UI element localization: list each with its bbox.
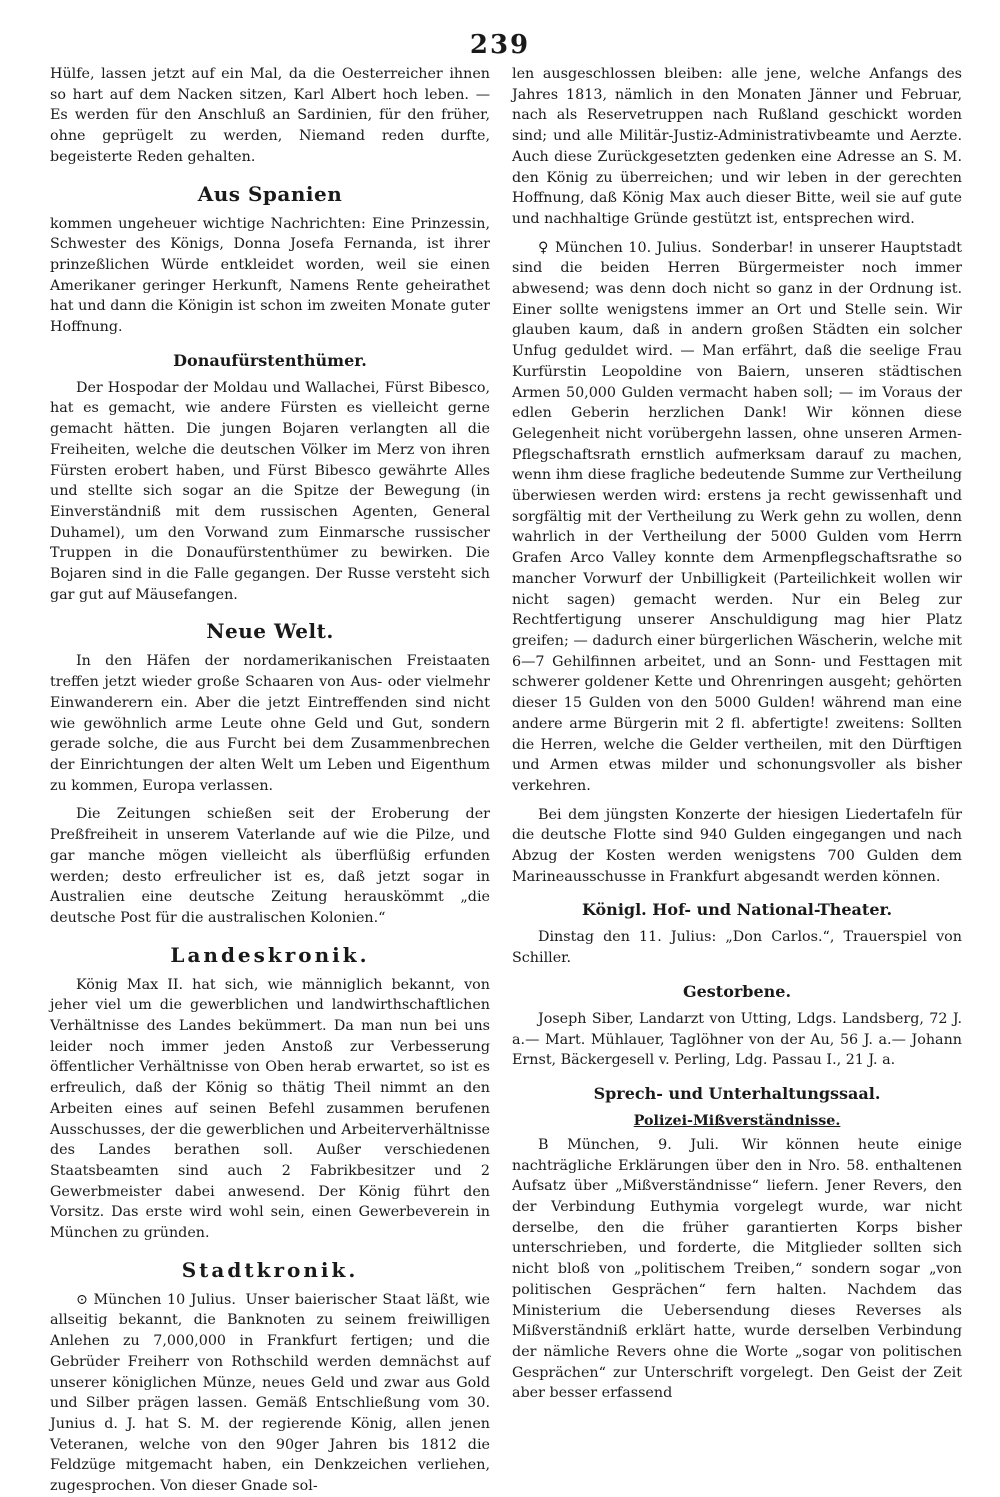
stadtkronik-text: Unser baierischer Staat läßt, wie allseitig bekannt, die Banknoten zu seinem freiwilligen Anlehen zu 7,000,000 in Frankfurt fertigen; und die Gebrüder Freiherr von Rothschild werden demnächst auf unserer königlichen Münze, neues Geld und zwar aus Gold und Silber prägen lassen. Gemäß Entschließung vom 30. Junius d. J. hat S. M. der regierende König, allen jenen Veteranen, welche von den 90ger Jahren bis 1812 die Feldzüge mitgemacht haben, ein Denkzeichen verliehen, zugesprochen. Von dieser Gnade sol- <box>50 1291 490 1495</box>
heading-theater: Königl. Hof- und National-Theater. <box>581 900 893 920</box>
muenchen-10-paragraph-2: Bei dem jüngsten Konzerte der hiesigen Liedertafeln für die deutsche Flotte sind 940 Gulden eingegangen und nach Abzug der Kosten werden wenigstens 700 Gulden dem Marineausschusse in Frankfurt abgesandt werden können. <box>512 806 962 885</box>
stadtkronik-dateline: ⊙ München 10 Julius. <box>76 1291 236 1308</box>
neue-welt-paragraph-2: Die Zeitungen schießen seit der Eroberung der Preßfreiheit in unserem Vaterlande auf wie die Pilze, und gar manche mögen vielleicht als überflüßig erfunden werden; desto erfreulicher ist es, daß jetzt sogar in Australien eine deutsche Zeitung herauskömmt „die deutsche Post für die australischen Kolonien.“ <box>50 806 490 926</box>
intro-paragraph: Hülfe, lassen jetzt auf ein Mal, da die Oesterreicher ihnen so hart auf dem Nacken sitzen, Karl Albert hoch leben. — Es werden für den Anschluß an Sardinien, für den früher, ohne geprügelt zu werden, Niemand reden durfte, begeisterte Reden gehalten. <box>50 66 490 165</box>
heading-landeskronik: Landeskronik. <box>170 942 370 967</box>
left-column <box>50 64 490 1495</box>
heading-gestorbene: Gestorbene. <box>682 981 792 1001</box>
muenchen-10-paragraph-1 <box>512 238 962 797</box>
heading-stadtkronik: Stadtkronik. <box>181 1257 359 1282</box>
page-number: 239 <box>469 30 531 60</box>
sprech-paragraph <box>512 1135 962 1404</box>
sprech-dateline: B München, 9. Juli. <box>538 1136 719 1153</box>
sprech-text: Wir können heute einige nachträgliche Erklärungen über den in Nro. 58. enthaltenen Aufsatz über „Mißverständnisse“ liefern. Jener Revers, den der Verbindung Euthymia vorgelegt wurde, war nicht derselbe, den die früher garantierten Korps bisher unterschrieben, und forderte, die Mitglieder sollten sich nicht bloß von „politischem Treiben,“ sondern sogar „von politischen Gesprächen“ fern halten. Nachdem das Ministerium die Uebersendung dieses Reverses als Mißverständniß erklärt hatte, wurde derselben Verbindung der nämliche Revers ohne die Worte „sogar von politischen Gesprächen“ zur Unterschrift vorgelegt. Den Geist der Zeit aber besser erfassend <box>512 1136 962 1402</box>
donau-paragraph: Der Hospodar der Moldau und Wallachei, Fürst Bibesco, hat es gemacht, wie andere Fürsten es vielleicht gerne gemacht hätten. Die jungen Bojaren verlangten all die Freiheiten, welche die deutschen Völker im Merz von ihren Fürsten erobert haben, und Fürst Bibesco gewährte Alles und stellte sich sogar an die Spitze der Bewegung (in Einverständniß mit dem russischen Agenten, General Duhamel), um den Vorwand zum Einmarsche russischer Truppen in die Donaufürstenthümer zu bewirken. Die Bojaren sind in die Falle gegangen. Der Russe versteht sich gar gut auf Mäusefangen. <box>50 379 490 603</box>
continuation-paragraph: len ausgeschlossen bleiben: alle jene, welche Anfangs des Jahres 1813, nämlich in den Monaten Jänner und Februar, nach als Reservetruppen nach Rußland geschickt worden sind; und alle Militär-Justiz-Administrativbeamte und Aerzte. Auch diese Zurückgesetzten gedenken eine Adresse an S. M. den König zu überreichen; und wir leben in der gerechten Hoffnung, daß König Max auch dieser Bitte, weil sie auf gute und nachhaltige Gründe gestützt ist, entsprechen wird. <box>512 66 962 227</box>
heading-neue-welt: Neue Welt. <box>206 619 334 644</box>
gestorbene-paragraph: Joseph Siber, Landarzt von Utting, Ldgs. Landsberg, 72 J. a.— Mart. Mühlauer, Taglöhner von der Au, 56 J. a.— Johann Ernst, Bäckergesell v. Perling, Ldg. Passau I., 21 J. a. <box>512 1010 962 1069</box>
stadtkronik-paragraph <box>50 1290 490 1497</box>
right-column <box>512 64 963 1402</box>
heading-donaufuerstenthuemer: Donaufürstenthümer. <box>173 350 367 370</box>
heading-spanien: Aus Spanien <box>197 181 343 206</box>
muenchen-10-dateline: ♀ München 10. Julius. <box>538 239 702 256</box>
muenchen-10-text: Sonderbar! in unserer Hauptstadt sind die beiden Herren Bürgermeister noch immer abwesend; was denn doch nicht so ganz in der Ordnung ist. Einer sollte wenigstens immer an Ort und Stelle sein. Wir glauben kaum, daß in andern großen Städten ein solcher Unfug geduldet wird. — Man erfährt, daß die seelige Frau Kurfürstin Leopoldine von Baiern, unseren städtischen Armen 50,000 Gulden vermacht haben soll; — im Voraus der edlen Geberin herzlichen Dank! Wir können diese Gelegenheit nicht vorübergehn lassen, ohne unseren Armen-Pflegschaftsrath ernstlich aufmerksam darauf zu machen, wenn ihm diese fragliche bedeutende Summe zur Vertheilung überwiesen werden wird: erstens ja recht gewissenhaft und sorgfältig mit der Vertheilung zu Werk gehn zu wollen, denn wahrlich in der Vertheilung der 5000 Gulden vom Herrn Grafen Arco Valley konnte dem Armenpflegschaftsrathe so mancher Vorwurf der Unbilligkeit (Parteilichkeit wollen wir nicht sagen) gemacht werden. Nur ein Beleg zur Rechtfertigung unserer Anschuldigung mag hier Platz greifen; — dadurch einer bürgerlichen Wäscherin, welche mit 6—7 Gehilfinnen arbeitet, und an Sonn- und Festtagen mit schwerer goldener Kette und Ohrenringen ausgeht; gehörten dieser 15 Gulden von den 5000 Gulden! während man eine andere arme Bürgerin mit 2 fl. abfertigte! zweitens: Sollten die Herren, welche die Gelder vertheilen, mit den Dürftigen und Armen etwas milder und schonungsvoller als bisher verkehren. <box>512 239 963 794</box>
neue-welt-paragraph-1: In den Häfen der nordamerikanischen Freistaaten treffen jetzt wieder große Schaaren von Aus- oder vielmehr Einwanderern ein. Aber die jetzt Eintreffenden sind nicht wie gewöhnlich arme Leute ohne Geld und Gut, sondern gerade solche, die aus Furcht bei dem Zusammenbrechen der Einrichtungen der alten Welt um Leben und Eigenthum zu kommen, Europa verlassen. <box>50 653 490 794</box>
spanien-paragraph: kommen ungeheuer wichtige Nachrichten: Eine Prinzessin, Schwester des Königs, Donna Josefa Fernanda, ist ihrer prinzeßlichen Würde entkleidet worden, weil sie einen Amerikaner geringer Herkunft, Namens Rente geheirathet hat und dann die Königin ist schon im zweiten Monate guter Hoffnung. <box>50 215 490 336</box>
heading-sprech-und-unterhaltungssaal: Sprech- und Unterhaltungssaal. <box>593 1083 881 1103</box>
subheading-polizei: Polizei-Mißverständnisse. <box>633 1112 841 1129</box>
theater-paragraph: Dinstag den 11. Julius: „Don Carlos.“, Trauerspiel von Schiller. <box>512 929 962 967</box>
landeskronik-paragraph: König Max II. hat sich, wie männiglich bekannt, von jeher viel um die gewerblichen und landwirthschaftlichen Verhältnisse des Landes bekümmert. Da man nun bei uns leider noch immer jeden Anstoß zur Verbesserung öffentlicher Verhältnisse von Oben herab erwartet, so ist es erfreulich, daß der König so thätig Theil nimmt an den Arbeiten eines auf seinen Befehl zusammen berufenen Ausschusses, der die gewerblichen und Arbeiterverhältnisse des Landes berathen soll. Außer verschiedenen Staatsbeamten sind auch 2 Fabrikbesitzer und 2 Gewerbmeister dabei anwesend. Der König führt den Vorsitz. Das erste wird wohl sein, einen Gewerbeverein in München zu gründen. <box>50 976 490 1242</box>
